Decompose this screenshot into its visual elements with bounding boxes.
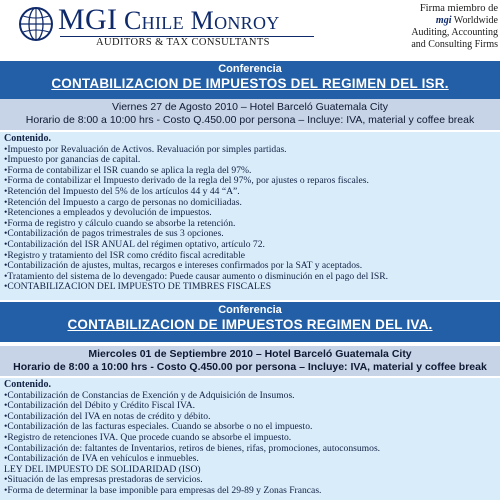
content-list-item: • Contabilización de pagos trimestrales de sus 3 opciones. — [4, 229, 500, 240]
globe-logo-icon — [18, 6, 54, 42]
content-list-item: • Contabilización de ajustes, multas, recargos e intereses confirmados por la SAT y aceptados. — [4, 261, 500, 272]
content-panel-iva — [0, 378, 500, 500]
content-list-item: • Retención del Impuesto del 5% de los artículos 44 y 44 “A”. — [4, 187, 500, 198]
company-mgi: MGI — [58, 3, 118, 36]
content-list — [0, 475, 500, 496]
content-list-item: • Tratamiento del sistema de lo devengado: Puede causar aumento o disminución en el pago del ISR. — [4, 272, 500, 283]
content-list-item: • Contabilización de IVA en vehículos e inmuebles. — [4, 454, 500, 465]
company-name — [58, 3, 280, 36]
conference-title: CONTABILIZACION DE IMPUESTOS REGIMEN DEL IVA. — [67, 317, 433, 332]
content-list-item: • Impuesto por ganancias de capital. — [4, 155, 500, 166]
content-panel-isr — [0, 132, 500, 300]
content-list-item: • Contabilización del ISR ANUAL del régimen optativo, artículo 72. — [4, 240, 500, 251]
conference-banner-isr — [0, 61, 500, 99]
content-heading: Contenido. — [4, 133, 51, 144]
membership-line-2: mgi Worldwide — [435, 15, 498, 26]
content-list-item: • Registro y tratamiento del ISR como crédito fiscal acreditable — [4, 251, 500, 262]
conference-hours: Horario de 8:00 a 10:00 hrs - Costo Q.450.00 por persona – Incluye: IVA, material y coffee break — [25, 114, 475, 126]
conference-banner-iva — [0, 302, 500, 342]
conference-date: Miercoles 01 de Septiembre 2010 – Hotel Barceló Guatemala City — [88, 348, 412, 360]
content-list-item: • Contabilización de: faltantes de Inventarios, retiros de bienes, rifas, promociones, autoconsumos. — [4, 444, 500, 455]
content-list-item: • Registro de retenciones IVA. Que procede cuando se absorbe el impuesto. — [4, 433, 500, 444]
content-list-iso — [0, 465, 500, 476]
content-list-item: • CONTABILIZACION DEL IMPUESTO DE TIMBRES FISCALES — [4, 282, 500, 293]
membership-line-1: Firma miembro de — [419, 3, 498, 14]
content-list — [0, 145, 500, 293]
company-tagline: AUDITORS & TAX CONSULTANTS — [96, 37, 270, 48]
content-subheading: LEY DEL IMPUESTO DE SOLIDARIDAD (ISO) — [4, 464, 201, 475]
content-list-item: • Contabilización de Constancias de Exención y de Adquisición de Insumos. — [4, 391, 500, 402]
conference-info-iva — [0, 346, 500, 378]
content-list-item: • Contabilización del IVA en notas de crédito y débito. — [4, 412, 500, 423]
content-list — [0, 391, 500, 465]
content-list-item: • Forma de contabilizar el Impuesto derivado de la regla del 97%, por ajustes o reparos fiscales. — [4, 176, 500, 187]
conference-kicker: Conferencia — [218, 304, 282, 316]
membership-line-3: Auditing, Accounting — [411, 27, 498, 38]
membership-note — [368, 3, 498, 51]
mgi-mini-logo: mgi — [435, 15, 452, 26]
content-list-item: • Contabilización del Débito y Crédito Fiscal IVA. — [4, 401, 500, 412]
content-list-item: • Forma de contabilizar el ISR cuando se aplica la regla del 97%. — [4, 166, 500, 177]
conference-info-isr — [0, 99, 500, 131]
letterhead — [0, 0, 500, 60]
company-name-rest: Chile Monroy — [117, 6, 280, 35]
content-list-item: • Forma de registro y cálculo cuando se absorbe la retención. — [4, 219, 500, 230]
conference-title: CONTABILIZACION DE IMPUESTOS DEL REGIMEN DEL ISR. — [51, 76, 449, 91]
content-list-item: • Forma de determinar la base imponible para empresas del 29-89 y Zonas Francas. — [4, 486, 500, 497]
conference-kicker: Conferencia — [218, 63, 282, 75]
conference-date: Viernes 27 de Agosto 2010 – Hotel Barceló Guatemala City — [112, 101, 388, 113]
content-list-item: • Retención del Impuesto a cargo de personas no domiciliadas. — [4, 198, 500, 209]
content-list-item: • Situación de las empresas prestadoras de servicios. — [4, 475, 500, 486]
content-heading: Contenido. — [4, 379, 51, 390]
content-list-item: • Contabilización de las facturas especiales. Cuando se absorbe o no el impuesto. — [4, 422, 500, 433]
content-list-item: • Retenciones a empleados y devolución de impuestos. — [4, 208, 500, 219]
content-list-item: • Impuesto por Revaluación de Activos. Revaluación por simples partidas. — [4, 145, 500, 156]
conference-hours: Horario de 8:00 a 10:00 hrs - Costo Q.450.00 por persona – Incluye: IVA, material y coffee break — [13, 361, 487, 373]
membership-line-4: and Consulting Firms — [411, 39, 498, 50]
